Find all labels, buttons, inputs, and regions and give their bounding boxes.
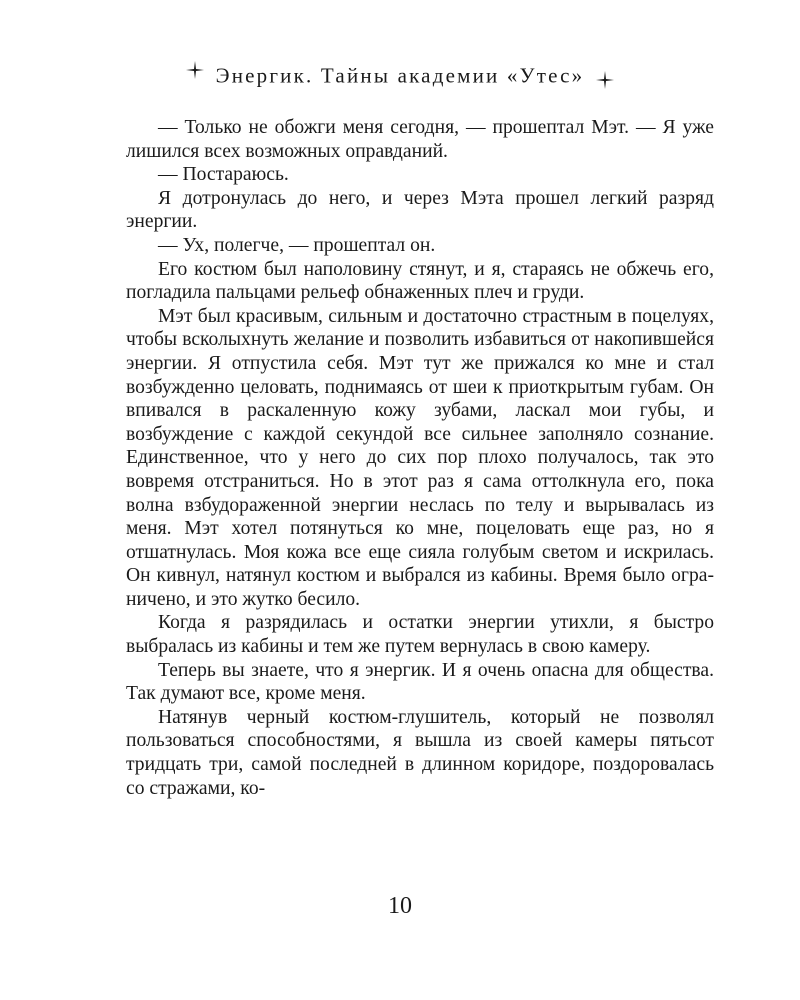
- paragraph: Натянув черный костюм-глушитель, который не позволял пользоваться способностями, я вышла из своей камеры пятьсот тридцать три, самой последней в длинном коридоре, поздоровалась со стражами, ко-: [126, 706, 714, 799]
- page-number: 10: [388, 893, 412, 919]
- paragraph: — Постараюсь.: [158, 164, 289, 186]
- paragraph: Я дотронулась до него, и через Мэта прошел легкий разряд энергии.: [126, 187, 714, 233]
- paragraph: Когда я разрядилась и остатки энергии утихли, я быстро выбралась из кабины и тем же путем вернулась в свою камеру.: [126, 612, 714, 658]
- paragraph: — Ух, полегче, — прошептал он.: [158, 234, 436, 256]
- sparkle-icon: [186, 61, 204, 79]
- paragraph: Теперь вы знаете, что я энергик. И я очень опасна для общества. Так думают все, кроме меня.: [126, 659, 714, 705]
- paragraph: Мэт был красивым, сильным и достаточно страстным в поцелуях, чтобы всколыхнуть желание и позволить избавиться от накопившейся энергии. Я отпустила себя. Мэт тут же прижался ко мне и стал возбужденно целовать, поднимаясь от шеи к приоткрытым губам. Он впивался в раскаленную кожу зубами, ласкал мои губы, и возбуждение с каждой секундой все сильнее заполняло сознание. Единственное, что у него до сих пор плохо получалось, так это вовремя отстраниться. Но в этот раз я сама оттолкнула его, пока волна взбудораженной энергии неслась по телу и вырывалась из меня. Мэт хотел потянуться ко мне, поцеловать еще раз, но я отшатнулась. Моя кожа все еще сияла голубым светом и искрилась. Он кивнул, натянул костюм и выбрался из кабины. Время было ограничено, и это жутко бесило.: [126, 305, 714, 610]
- paragraph: Его костюм был наполовину стянут, и я, стараясь не обжечь его, погладила пальцами рельеф обнаженных плеч и груди.: [126, 258, 714, 304]
- book-title: Энергик. Тайны академии «Утес»: [215, 63, 585, 88]
- sparkle-icon: [596, 71, 614, 89]
- running-header: [0, 62, 800, 89]
- paragraph: — Только не обожги меня сегодня, — прошептал Мэт. — Я уже лишился всех возможных оправданий.: [126, 117, 714, 162]
- body-text: [126, 116, 714, 800]
